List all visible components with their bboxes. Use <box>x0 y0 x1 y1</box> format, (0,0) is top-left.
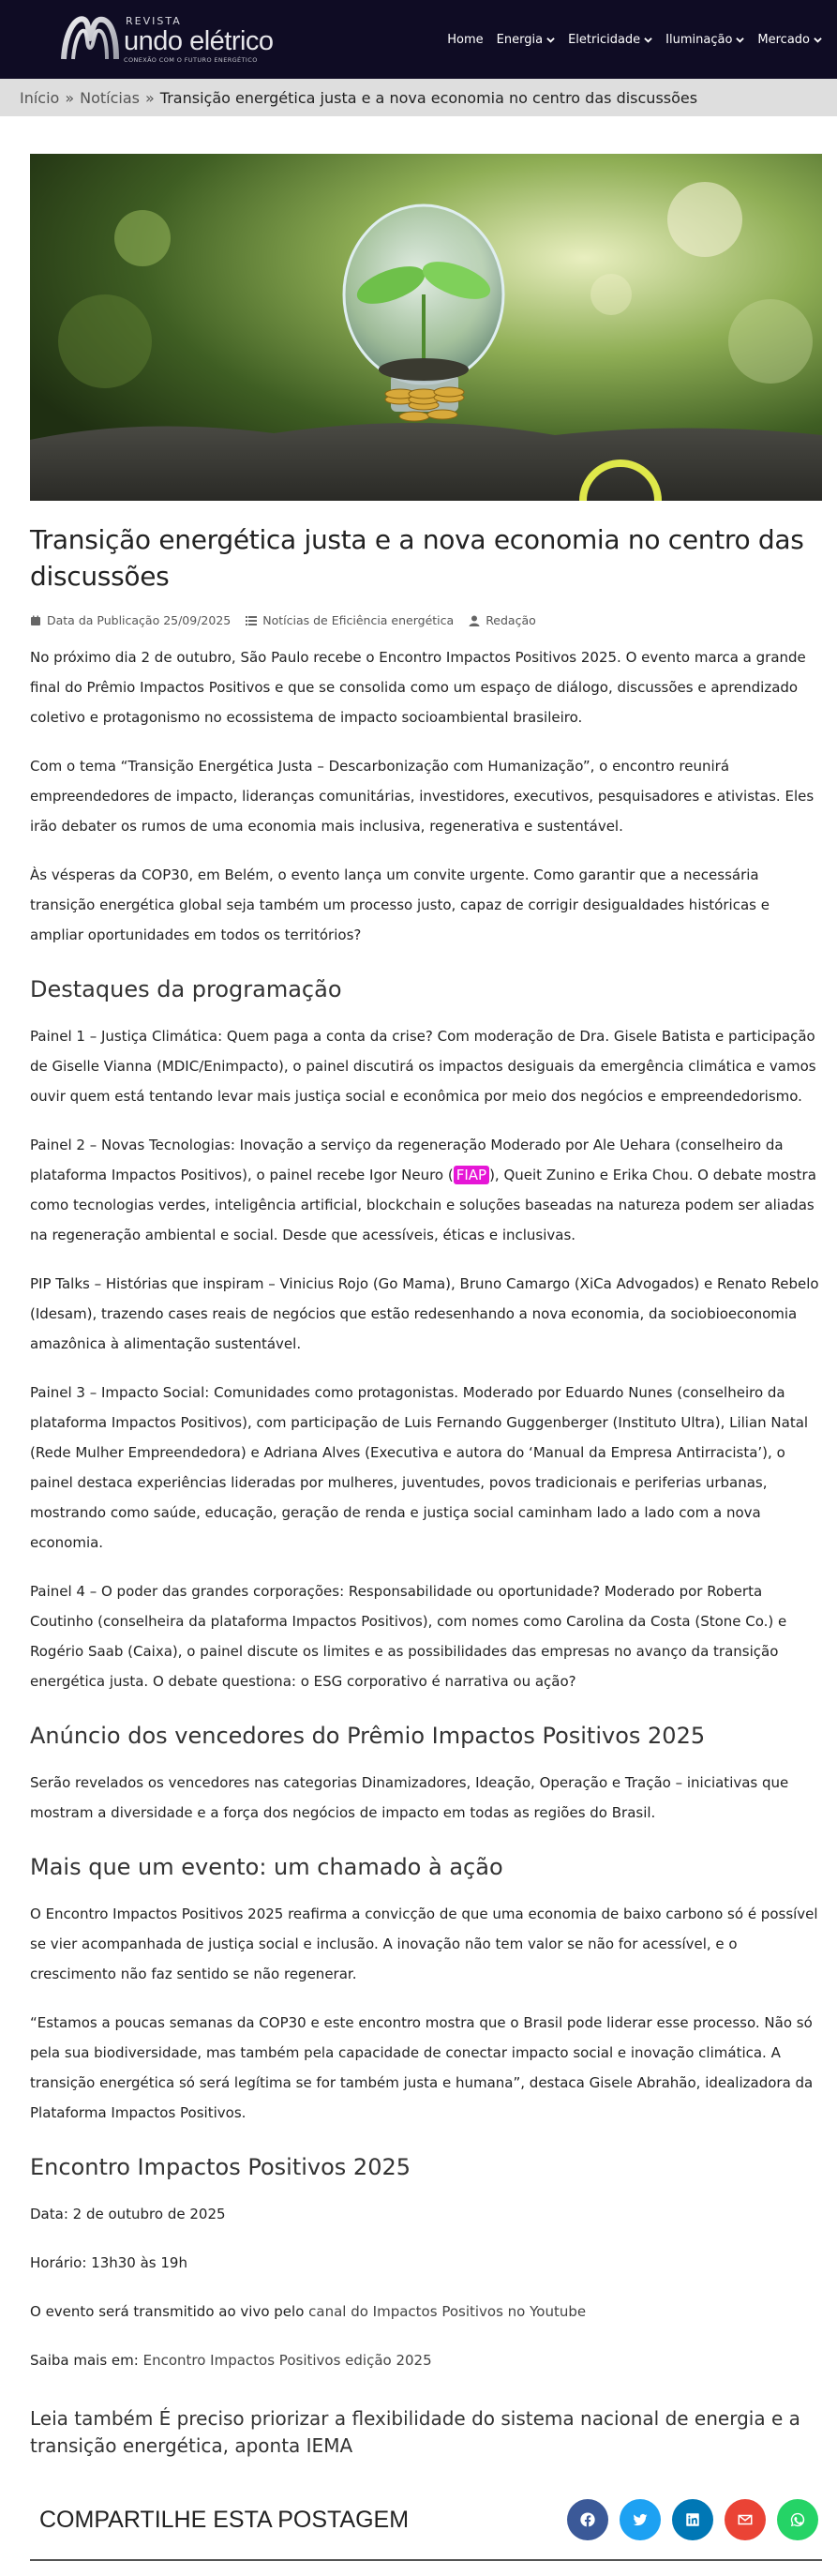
site-header <box>0 0 837 79</box>
section-heading-anuncio: Anúncio dos vencedores do Prêmio Impactos Positivos 2025 <box>30 1723 706 1749</box>
share-title: COMPARTILHE ESTA POSTAGEM <box>39 2506 410 2533</box>
logo-main-text: undo elétrico <box>124 25 274 56</box>
paragraph-painel-4: Painel 4 – O poder das grandes corporações: Responsabilidade ou oportunidade? Moderado por Roberta Coutinho (conselheira da plataforma Impactos Positivos), com nomes como Carolina da Costa (Stone Co.) e Rogério Saab (Caixa), o painel discute os limites e as possibilidades das empresas no avanço da transição energética justa. O debate questiona: o ESG corporativo é narrativa ou ação? <box>30 1583 787 1690</box>
nav-iluminacao[interactable] <box>665 33 744 47</box>
chevron-down-icon <box>546 36 555 44</box>
meta-category-text: Notícias de Eficiência energética <box>262 613 455 627</box>
chevron-down-icon <box>644 36 652 44</box>
breadcrumb-section[interactable]: Notícias <box>80 88 140 107</box>
share-linkedin-button[interactable] <box>672 2499 713 2540</box>
nav-label: Mercado <box>757 32 810 47</box>
list-icon <box>246 615 257 626</box>
share-section <box>30 2499 822 2540</box>
chevron-down-icon <box>814 36 822 44</box>
envelope-icon <box>737 2511 754 2528</box>
nav-eletricidade[interactable] <box>568 33 652 47</box>
logo-top-text: REVISTA <box>126 14 182 27</box>
chevron-down-icon <box>736 36 744 44</box>
page-title: Transição energética justa e a nova economia no centro das discussões <box>30 524 804 592</box>
facebook-icon <box>579 2511 596 2528</box>
nav-label: Eletricidade <box>568 32 641 47</box>
meta-author[interactable] <box>469 613 536 627</box>
text-segment: Painel 2 – Novas Tecnologias: Inovação a serviço da regeneração Moderado por Ale Uehara (conselheiro da plataforma Impactos Positivos), o painel recebe Igor Neuro ( <box>30 1137 784 1183</box>
linkedin-icon <box>684 2511 701 2528</box>
share-facebook-button[interactable] <box>567 2499 608 2540</box>
nav-label: Home <box>447 32 484 47</box>
paragraph: No próximo dia 2 de outubro, São Paulo recebe o Encontro Impactos Positivos 2025. O evento marca a grande final do Prêmio Impactos Positivos e que se consolida como um espaço de diálogo, discussões e aprendizado coletivo e protagonismo no ecossistema de impacto socioambiental brasileiro. <box>30 649 806 726</box>
divider <box>30 2559 822 2561</box>
main-nav <box>447 33 822 47</box>
section-heading-destaques: Destaques da programação <box>30 976 342 1002</box>
meta-author-text: Redação <box>486 613 536 627</box>
meta-date <box>30 613 231 627</box>
breadcrumb <box>0 79 837 116</box>
whatsapp-icon <box>789 2511 806 2528</box>
post-meta <box>30 613 822 627</box>
meta-date-text: Data da Publicação 25/09/2025 <box>47 613 232 627</box>
read-also-link[interactable]: Leia também É preciso priorizar a flexibilidade do sistema nacional de energia e a transição energética, aponta IEMA <box>30 2407 800 2457</box>
meta-category[interactable] <box>246 613 454 627</box>
nav-label: Energia <box>496 32 544 47</box>
article-main <box>0 154 837 2561</box>
text-segment: O evento será transmitido ao vivo pelo <box>30 2303 309 2320</box>
hero-image <box>30 154 822 501</box>
event-more-info <box>30 2345 822 2375</box>
logo-m-icon <box>60 10 120 68</box>
nav-mercado[interactable] <box>757 33 822 47</box>
twitter-icon <box>632 2511 649 2528</box>
nav-home[interactable] <box>447 33 483 47</box>
event-edition-link[interactable]: Encontro Impactos Positivos edição 2025 <box>142 2352 432 2369</box>
breadcrumb-separator: » <box>65 88 75 107</box>
share-email-button[interactable] <box>725 2499 766 2540</box>
section-heading-encontro: Encontro Impactos Positivos 2025 <box>30 2154 411 2180</box>
breadcrumb-home[interactable]: Início <box>20 88 60 107</box>
event-time: Horário: 13h30 às 19h <box>30 2254 187 2271</box>
calendar-icon <box>30 615 41 626</box>
breadcrumb-separator: » <box>145 88 155 107</box>
paragraph: Com o tema “Transição Energética Justa – Descarbonização com Humanização”, o encontro reunirá empreendedores de impacto, lideranças comunitárias, investidores, executivos, pesquisadores e ativistas. Eles irão debater os rumos de uma economia mais inclusiva, regenerativa e sustentável. <box>30 758 815 835</box>
paragraph: Às vésperas da COP30, em Belém, o evento lança um convite urgente. Como garantir que a necessária transição energética global seja também um processo justo, capaz de corrigir desigualdades históricas e ampliar oportunidades em todos os territórios? <box>30 866 770 943</box>
event-date: Data: 2 de outubro de 2025 <box>30 2206 226 2222</box>
lightbulb-plant-image <box>30 154 822 501</box>
paragraph: O Encontro Impactos Positivos 2025 reafirma a convicção de que uma economia de baixo carbono só é possível se vier acompanhada de justiça social e inclusão. A inovação não tem valor se não for acessível, e o crescimento não faz sentido se não regenerar. <box>30 1906 818 1982</box>
event-broadcast <box>30 2297 822 2327</box>
breadcrumb-current: Transição energética justa e a nova economia no centro das discussões <box>159 88 698 107</box>
paragraph-pip-talks: PIP Talks – Histórias que inspiram – Vinicius Rojo (Go Mama), Bruno Camargo (XiCa Advogados) e Renato Rebelo (Idesam), trazendo cases reais de negócios que estão redesenhando a nova economia, da sociobioeconomia amazônica à alimentação sustentável. <box>30 1275 819 1352</box>
text-segment: ), Queit Zunino e Erika Chou. O debate mostra como tecnologias verdes, inteligência artificial, blockchain e soluções baseadas na natureza podem ser aliadas na regeneração ambiental e social. Desde que acessíveis, éticas e inclusivas. <box>30 1167 816 1243</box>
share-twitter-button[interactable] <box>620 2499 661 2540</box>
nav-energia[interactable] <box>497 33 555 47</box>
paragraph-painel-2 <box>30 1130 822 1250</box>
text-segment: Saiba mais em: <box>30 2352 143 2369</box>
paragraph: Serão revelados os vencedores nas categorias Dinamizadores, Ideação, Operação e Tração – iniciativas que mostram a diversidade e a força dos negócios de impacto em todas as regiões do Brasil. <box>30 1774 789 1821</box>
paragraph-painel-1: Painel 1 – Justiça Climática: Quem paga a conta da crise? Com moderação de Dra. Gisele Batista e participação de Giselle Vianna (MDIC/Enimpacto), o painel discutirá os impactos desiguais da emergência climática e vamos ouvir quem está tentando levar mais justiça social e econômica por meio dos negócios e empreendedorismo. <box>30 1028 816 1105</box>
highlighted-term: FIAP <box>454 1166 489 1184</box>
section-heading-chamado: Mais que um evento: um chamado à ação <box>30 1854 503 1880</box>
paragraph-painel-3: Painel 3 – Impacto Social: Comunidades como protagonistas. Moderado por Eduardo Nunes (conselheiro da plataforma Impactos Positivos), com participação de Luis Fernando Guggenberger (Instituto Ultra), Lilian Natal (Rede Mulher Empreendedora) e Adriana Alves (Executiva e autora do ‘Manual da Empresa Antirracista’), o painel destaca experiências lideradas por mulheres, juventudes, povos tradicionais e periferias urbanas, mostrando como saúde, educação, geração de renda e justiça social caminham lado a lado com a nova economia. <box>30 1384 809 1551</box>
nav-label: Iluminação <box>665 32 733 47</box>
logo-sub-text: CONEXÃO COM O FUTURO ENERGÉTICO <box>124 55 258 64</box>
youtube-channel-link[interactable]: canal do Impactos Positivos no Youtube <box>308 2303 587 2320</box>
article-content <box>30 642 822 2460</box>
share-whatsapp-button[interactable] <box>777 2499 818 2540</box>
paragraph-quote: “Estamos a poucas semanas da COP30 e este encontro mostra que o Brasil pode liderar esse processo. Não só pela sua biodiversidade, mas também pela capacidade de conectar impacto social e inovação climática. A transição energética só será legítima se for também justa e humana”, destaca Gisele Abrahão, idealizadora da Plataforma Impactos Positivos. <box>30 2014 814 2121</box>
share-buttons <box>567 2499 818 2540</box>
user-icon <box>469 615 480 626</box>
site-logo[interactable] <box>60 10 274 68</box>
